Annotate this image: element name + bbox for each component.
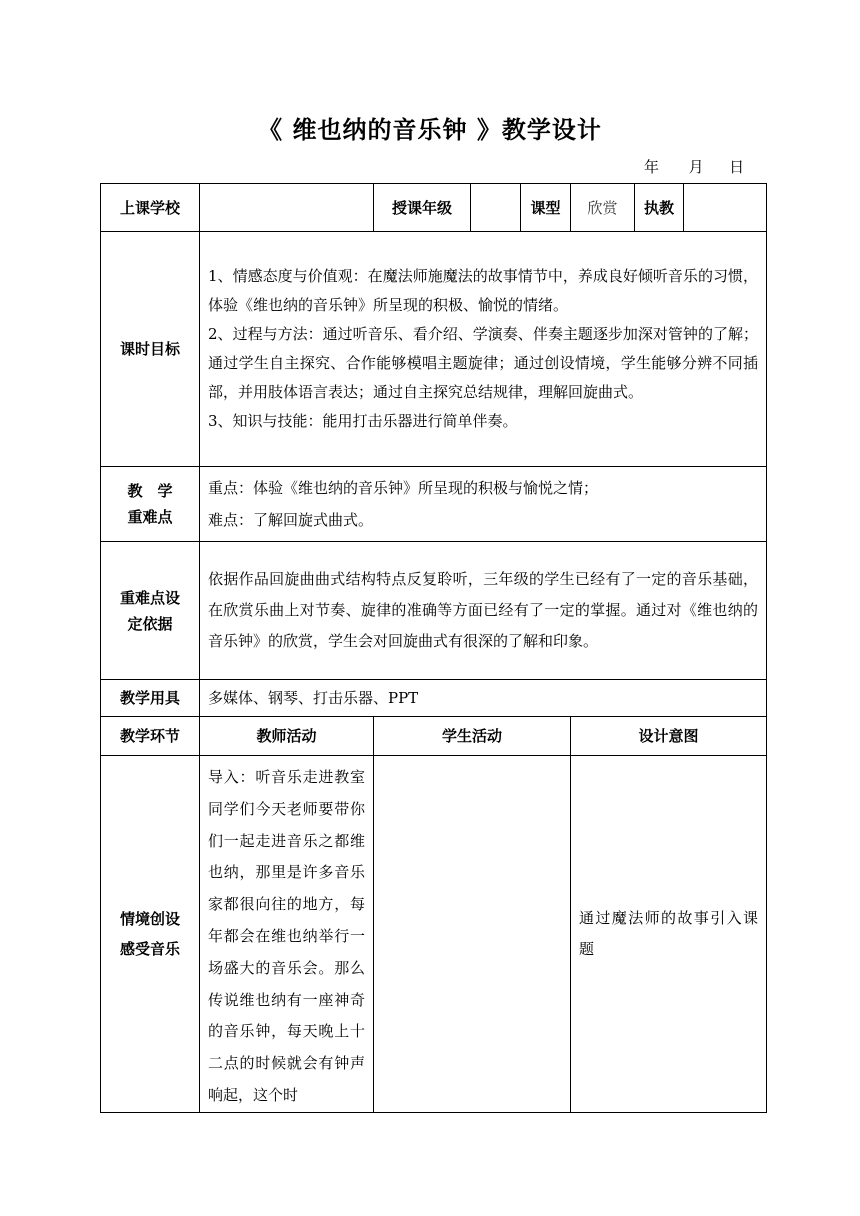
basis-label [101, 542, 200, 680]
design-intent-cell: 通过魔法师的故事引入课题 [571, 756, 767, 1113]
key-points-row [101, 467, 767, 542]
info-row [101, 184, 767, 232]
objective-item: 3、知识与技能：能用打击乐器进行简单伴奏。 [208, 412, 518, 430]
lesson-plan-table [100, 183, 767, 1113]
key-point-difficulty: 难点：了解回旋式曲式。 [208, 511, 374, 529]
teacher-activity-header: 教师活动 [200, 717, 374, 756]
date-year: 年 [644, 158, 660, 176]
grade-label: 授课年级 [374, 184, 471, 232]
student-activity-header: 学生活动 [374, 717, 571, 756]
key-point-focus: 重点：体验《维也纳的音乐钟》所呈现的积极与愉悦之情； [208, 479, 599, 497]
design-intent-header: 设计意图 [571, 717, 767, 756]
activity-header-row [101, 717, 767, 756]
basis-content: 依据作品回旋曲曲式结构特点反复聆听，三年级的学生已经有了一定的音乐基础，在欣赏乐曲上对节奏、旋律的准确等方面已经有了一定的掌握。通过对《维也纳的音乐钟》的欣赏，学生会对回旋曲式有很深的了解和印象。 [200, 542, 767, 680]
basis-label-line2: 定依据 [127, 614, 173, 633]
basis-row [101, 542, 767, 680]
school-label: 上课学校 [101, 184, 200, 232]
key-points-label [101, 467, 200, 542]
objectives-content [200, 232, 767, 467]
teacher-value [684, 184, 767, 232]
basis-label-line1: 重难点设 [119, 588, 180, 607]
teacher-activity-cell: 导入：听音乐走进教室同学们今天老师要带你们一起走进音乐之都维也纳，那里是许多音乐家都很向往的地方，每年都会在维也纳举行一场盛大的音乐会。那么传说维也纳有一座神奇的音乐钟，每天晚上十二点的时候就会有钟声响起，这个时 [200, 756, 374, 1113]
document-title: 《 维也纳的音乐钟 》教学设计 [258, 116, 602, 144]
teacher-label: 执教 [635, 184, 684, 232]
key-points-content [200, 467, 767, 542]
stage-row [101, 756, 767, 1113]
objectives-row [101, 232, 767, 467]
key-points-label-line1: 教 学 [127, 482, 173, 500]
stage-label [101, 756, 200, 1113]
stage-label-line2: 感受音乐 [119, 939, 180, 958]
tools-content: 多媒体、钢琴、打击乐器、PPT [200, 680, 767, 717]
key-points-label-line2: 重难点 [127, 508, 173, 526]
type-value: 欣赏 [571, 184, 635, 232]
stage-label-line1: 情境创设 [119, 909, 180, 928]
date-month: 月 [688, 158, 704, 176]
stage-header: 教学环节 [101, 717, 200, 756]
date-day: 日 [729, 158, 745, 176]
objective-item: 2、过程与方法：通过听音乐、看介绍、学演奏、伴奏主题逐步加深对管钟的了解；通过学生自主探究、合作能够模唱主题旋律；通过创设情境，学生能够分辨不同插部，并用肢体语言表达；通过自主探究总结规律，理解回旋曲式。 [208, 325, 758, 401]
student-activity-cell [374, 756, 571, 1113]
type-label: 课型 [521, 184, 571, 232]
school-value [200, 184, 374, 232]
tools-label: 教学用具 [101, 680, 200, 717]
objective-item: 1、情感态度与价值观：在魔法师施魔法的故事情节中，养成良好倾听音乐的习惯，体验《维也纳的音乐钟》所呈现的积极、愉悦的情绪。 [208, 267, 758, 314]
objectives-label: 课时目标 [101, 232, 200, 467]
grade-value [471, 184, 521, 232]
tools-row [101, 680, 767, 717]
date-line [644, 156, 744, 177]
